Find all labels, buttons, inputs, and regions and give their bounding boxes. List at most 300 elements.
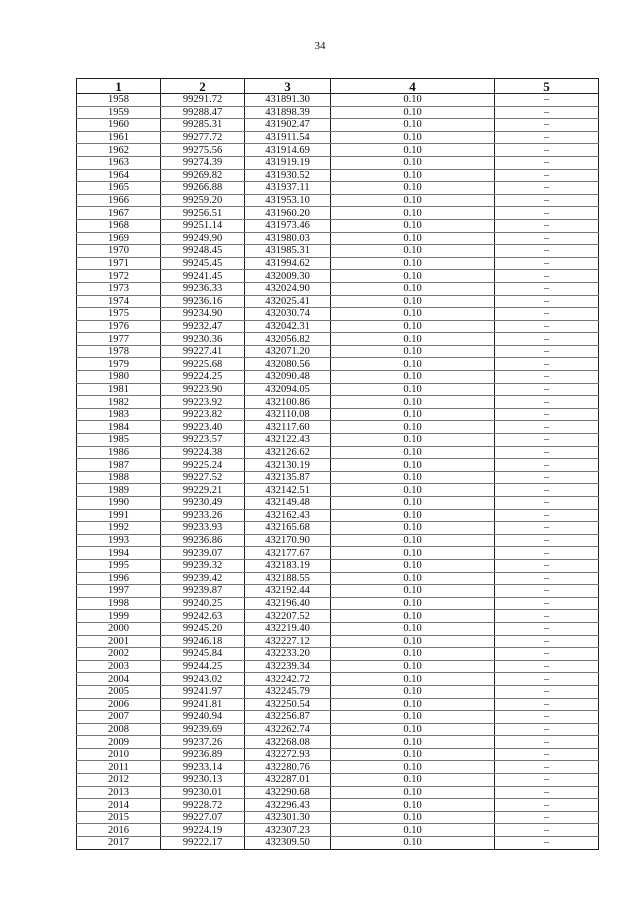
- point-number-cell: 1958: [77, 94, 161, 107]
- note-cell: –: [495, 169, 599, 182]
- y-coordinate-cell: 432287.01: [245, 774, 331, 787]
- table-row: [77, 497, 599, 510]
- table-row: [77, 371, 599, 384]
- table-row: [77, 698, 599, 711]
- table-row: [77, 522, 599, 535]
- x-coordinate-cell: 99275.56: [161, 144, 245, 157]
- note-cell: –: [495, 811, 599, 824]
- table-row: [77, 144, 599, 157]
- note-cell: –: [495, 156, 599, 169]
- table-row: [77, 345, 599, 358]
- x-coordinate-cell: 99246.18: [161, 635, 245, 648]
- x-coordinate-cell: 99249.90: [161, 232, 245, 245]
- accuracy-cell: 0.10: [331, 534, 495, 547]
- accuracy-cell: 0.10: [331, 635, 495, 648]
- point-number-cell: 1994: [77, 547, 161, 560]
- table-row: [77, 811, 599, 824]
- point-number-cell: 1971: [77, 257, 161, 270]
- coordinates-table: [76, 78, 599, 850]
- x-coordinate-cell: 99233.26: [161, 509, 245, 522]
- point-number-cell: 2001: [77, 635, 161, 648]
- column-header-2: 2: [161, 79, 245, 94]
- x-coordinate-cell: 99239.42: [161, 572, 245, 585]
- table-row: [77, 131, 599, 144]
- note-cell: –: [495, 761, 599, 774]
- note-cell: –: [495, 723, 599, 736]
- point-number-cell: 1963: [77, 156, 161, 169]
- table-row: [77, 257, 599, 270]
- y-coordinate-cell: 432301.30: [245, 811, 331, 824]
- table-row: [77, 434, 599, 447]
- x-coordinate-cell: 99236.86: [161, 534, 245, 547]
- point-number-cell: 2009: [77, 736, 161, 749]
- table-row: [77, 748, 599, 761]
- note-cell: –: [495, 396, 599, 409]
- point-number-cell: 1996: [77, 572, 161, 585]
- accuracy-cell: 0.10: [331, 308, 495, 321]
- table-row: [77, 660, 599, 673]
- accuracy-cell: 0.10: [331, 94, 495, 107]
- x-coordinate-cell: 99223.57: [161, 434, 245, 447]
- x-coordinate-cell: 99244.25: [161, 660, 245, 673]
- x-coordinate-cell: 99236.16: [161, 295, 245, 308]
- point-number-cell: 2015: [77, 811, 161, 824]
- table-row: [77, 396, 599, 409]
- x-coordinate-cell: 99225.24: [161, 459, 245, 472]
- accuracy-cell: 0.10: [331, 648, 495, 661]
- table-row: [77, 761, 599, 774]
- table-row: [77, 799, 599, 812]
- accuracy-cell: 0.10: [331, 824, 495, 837]
- table-row: [77, 119, 599, 132]
- point-number-cell: 1973: [77, 282, 161, 295]
- y-coordinate-cell: 432177.67: [245, 547, 331, 560]
- point-number-cell: 2005: [77, 685, 161, 698]
- table-row: [77, 648, 599, 661]
- x-coordinate-cell: 99223.40: [161, 421, 245, 434]
- accuracy-cell: 0.10: [331, 786, 495, 799]
- y-coordinate-cell: 431930.52: [245, 169, 331, 182]
- x-coordinate-cell: 99285.31: [161, 119, 245, 132]
- x-coordinate-cell: 99223.92: [161, 396, 245, 409]
- table-row: [77, 484, 599, 497]
- point-number-cell: 1989: [77, 484, 161, 497]
- y-coordinate-cell: 432170.90: [245, 534, 331, 547]
- y-coordinate-cell: 432142.51: [245, 484, 331, 497]
- table-row: [77, 383, 599, 396]
- note-cell: –: [495, 270, 599, 283]
- point-number-cell: 1968: [77, 219, 161, 232]
- accuracy-cell: 0.10: [331, 597, 495, 610]
- table-row: [77, 270, 599, 283]
- x-coordinate-cell: 99230.13: [161, 774, 245, 787]
- y-coordinate-cell: 431973.46: [245, 219, 331, 232]
- table-row: [77, 194, 599, 207]
- y-coordinate-cell: 431911.54: [245, 131, 331, 144]
- x-coordinate-cell: 99251.14: [161, 219, 245, 232]
- y-coordinate-cell: 432256.87: [245, 711, 331, 724]
- y-coordinate-cell: 432272.93: [245, 748, 331, 761]
- y-coordinate-cell: 431985.31: [245, 245, 331, 258]
- accuracy-cell: 0.10: [331, 622, 495, 635]
- x-coordinate-cell: 99236.33: [161, 282, 245, 295]
- note-cell: –: [495, 736, 599, 749]
- x-coordinate-cell: 99234.90: [161, 308, 245, 321]
- note-cell: –: [495, 182, 599, 195]
- y-coordinate-cell: 432239.34: [245, 660, 331, 673]
- y-coordinate-cell: 432130.19: [245, 459, 331, 472]
- x-coordinate-cell: 99269.82: [161, 169, 245, 182]
- x-coordinate-cell: 99274.39: [161, 156, 245, 169]
- point-number-cell: 2010: [77, 748, 161, 761]
- y-coordinate-cell: 432309.50: [245, 837, 331, 850]
- note-cell: –: [495, 383, 599, 396]
- y-coordinate-cell: 432183.19: [245, 559, 331, 572]
- x-coordinate-cell: 99241.97: [161, 685, 245, 698]
- note-cell: –: [495, 559, 599, 572]
- point-number-cell: 1975: [77, 308, 161, 321]
- accuracy-cell: 0.10: [331, 446, 495, 459]
- table-row: [77, 559, 599, 572]
- table-row: [77, 282, 599, 295]
- accuracy-cell: 0.10: [331, 131, 495, 144]
- accuracy-cell: 0.10: [331, 459, 495, 472]
- x-coordinate-cell: 99239.87: [161, 585, 245, 598]
- note-cell: –: [495, 194, 599, 207]
- x-coordinate-cell: 99277.72: [161, 131, 245, 144]
- note-cell: –: [495, 648, 599, 661]
- point-number-cell: 2007: [77, 711, 161, 724]
- note-cell: –: [495, 497, 599, 510]
- accuracy-cell: 0.10: [331, 282, 495, 295]
- note-cell: –: [495, 673, 599, 686]
- y-coordinate-cell: 431994.62: [245, 257, 331, 270]
- accuracy-cell: 0.10: [331, 497, 495, 510]
- table-row: [77, 169, 599, 182]
- table-row: [77, 459, 599, 472]
- y-coordinate-cell: 432009.30: [245, 270, 331, 283]
- accuracy-cell: 0.10: [331, 169, 495, 182]
- point-number-cell: 1965: [77, 182, 161, 195]
- x-coordinate-cell: 99225.68: [161, 358, 245, 371]
- accuracy-cell: 0.10: [331, 333, 495, 346]
- x-coordinate-cell: 99241.45: [161, 270, 245, 283]
- accuracy-cell: 0.10: [331, 673, 495, 686]
- table-row: [77, 308, 599, 321]
- table-row: [77, 572, 599, 585]
- y-coordinate-cell: 432024.90: [245, 282, 331, 295]
- x-coordinate-cell: 99240.25: [161, 597, 245, 610]
- table-row: [77, 245, 599, 258]
- y-coordinate-cell: 432233.20: [245, 648, 331, 661]
- table-row: [77, 837, 599, 850]
- y-coordinate-cell: 432196.40: [245, 597, 331, 610]
- x-coordinate-cell: 99266.88: [161, 182, 245, 195]
- point-number-cell: 2014: [77, 799, 161, 812]
- x-coordinate-cell: 99227.52: [161, 471, 245, 484]
- point-number-cell: 1999: [77, 610, 161, 623]
- point-number-cell: 1977: [77, 333, 161, 346]
- point-number-cell: 1978: [77, 345, 161, 358]
- note-cell: –: [495, 295, 599, 308]
- y-coordinate-cell: 431960.20: [245, 207, 331, 220]
- accuracy-cell: 0.10: [331, 572, 495, 585]
- note-cell: –: [495, 585, 599, 598]
- y-coordinate-cell: 432090.48: [245, 371, 331, 384]
- y-coordinate-cell: 432042.31: [245, 320, 331, 333]
- table-row: [77, 358, 599, 371]
- table-row: [77, 106, 599, 119]
- y-coordinate-cell: 431914.69: [245, 144, 331, 157]
- y-coordinate-cell: 431891.30: [245, 94, 331, 107]
- note-cell: –: [495, 320, 599, 333]
- y-coordinate-cell: 432071.20: [245, 345, 331, 358]
- x-coordinate-cell: 99245.84: [161, 648, 245, 661]
- note-cell: –: [495, 106, 599, 119]
- note-cell: –: [495, 94, 599, 107]
- x-coordinate-cell: 99259.20: [161, 194, 245, 207]
- point-number-cell: 2004: [77, 673, 161, 686]
- note-cell: –: [495, 622, 599, 635]
- point-number-cell: 1959: [77, 106, 161, 119]
- x-coordinate-cell: 99233.14: [161, 761, 245, 774]
- note-cell: –: [495, 786, 599, 799]
- accuracy-cell: 0.10: [331, 610, 495, 623]
- accuracy-cell: 0.10: [331, 270, 495, 283]
- y-coordinate-cell: 431919.19: [245, 156, 331, 169]
- point-number-cell: 1984: [77, 421, 161, 434]
- note-cell: –: [495, 358, 599, 371]
- note-cell: –: [495, 660, 599, 673]
- point-number-cell: 2011: [77, 761, 161, 774]
- point-number-cell: 1993: [77, 534, 161, 547]
- point-number-cell: 1974: [77, 295, 161, 308]
- note-cell: –: [495, 257, 599, 270]
- y-coordinate-cell: 432056.82: [245, 333, 331, 346]
- note-cell: –: [495, 509, 599, 522]
- point-number-cell: 1997: [77, 585, 161, 598]
- point-number-cell: 1980: [77, 371, 161, 384]
- table-row: [77, 673, 599, 686]
- accuracy-cell: 0.10: [331, 106, 495, 119]
- y-coordinate-cell: 432307.23: [245, 824, 331, 837]
- accuracy-cell: 0.10: [331, 509, 495, 522]
- accuracy-cell: 0.10: [331, 320, 495, 333]
- column-header-3: 3: [245, 79, 331, 94]
- x-coordinate-cell: 99245.45: [161, 257, 245, 270]
- point-number-cell: 1982: [77, 396, 161, 409]
- y-coordinate-cell: 432262.74: [245, 723, 331, 736]
- note-cell: –: [495, 232, 599, 245]
- y-coordinate-cell: 432094.05: [245, 383, 331, 396]
- note-cell: –: [495, 371, 599, 384]
- x-coordinate-cell: 99256.51: [161, 207, 245, 220]
- y-coordinate-cell: 432227.12: [245, 635, 331, 648]
- x-coordinate-cell: 99224.25: [161, 371, 245, 384]
- point-number-cell: 2008: [77, 723, 161, 736]
- x-coordinate-cell: 99230.01: [161, 786, 245, 799]
- note-cell: –: [495, 131, 599, 144]
- y-coordinate-cell: 432296.43: [245, 799, 331, 812]
- table-row: [77, 622, 599, 635]
- table-row: [77, 408, 599, 421]
- x-coordinate-cell: 99239.07: [161, 547, 245, 560]
- table-body: [77, 94, 599, 850]
- point-number-cell: 1981: [77, 383, 161, 396]
- y-coordinate-cell: 432122.43: [245, 434, 331, 447]
- x-coordinate-cell: 99228.72: [161, 799, 245, 812]
- x-coordinate-cell: 99223.90: [161, 383, 245, 396]
- note-cell: –: [495, 774, 599, 787]
- accuracy-cell: 0.10: [331, 245, 495, 258]
- accuracy-cell: 0.10: [331, 232, 495, 245]
- point-number-cell: 1961: [77, 131, 161, 144]
- point-number-cell: 2006: [77, 698, 161, 711]
- accuracy-cell: 0.10: [331, 685, 495, 698]
- x-coordinate-cell: 99237.26: [161, 736, 245, 749]
- table-row: [77, 711, 599, 724]
- point-number-cell: 1995: [77, 559, 161, 572]
- x-coordinate-cell: 99236.89: [161, 748, 245, 761]
- y-coordinate-cell: 432290.68: [245, 786, 331, 799]
- accuracy-cell: 0.10: [331, 522, 495, 535]
- y-coordinate-cell: 432268.08: [245, 736, 331, 749]
- table-row: [77, 774, 599, 787]
- accuracy-cell: 0.10: [331, 698, 495, 711]
- note-cell: –: [495, 484, 599, 497]
- accuracy-cell: 0.10: [331, 421, 495, 434]
- point-number-cell: 1985: [77, 434, 161, 447]
- x-coordinate-cell: 99291.72: [161, 94, 245, 107]
- point-number-cell: 1979: [77, 358, 161, 371]
- note-cell: –: [495, 333, 599, 346]
- accuracy-cell: 0.10: [331, 559, 495, 572]
- y-coordinate-cell: 432245.79: [245, 685, 331, 698]
- accuracy-cell: 0.10: [331, 345, 495, 358]
- point-number-cell: 1992: [77, 522, 161, 535]
- note-cell: –: [495, 144, 599, 157]
- x-coordinate-cell: 99227.07: [161, 811, 245, 824]
- point-number-cell: 2013: [77, 786, 161, 799]
- table-row: [77, 610, 599, 623]
- point-number-cell: 1960: [77, 119, 161, 132]
- x-coordinate-cell: 99239.32: [161, 559, 245, 572]
- table-row: [77, 94, 599, 107]
- note-cell: –: [495, 471, 599, 484]
- note-cell: –: [495, 408, 599, 421]
- table-row: [77, 685, 599, 698]
- point-number-cell: 1976: [77, 320, 161, 333]
- x-coordinate-cell: 99248.45: [161, 245, 245, 258]
- note-cell: –: [495, 219, 599, 232]
- table-row: [77, 333, 599, 346]
- table-header-row: [77, 79, 599, 94]
- accuracy-cell: 0.10: [331, 408, 495, 421]
- table-row: [77, 207, 599, 220]
- table-row: [77, 597, 599, 610]
- note-cell: –: [495, 597, 599, 610]
- accuracy-cell: 0.10: [331, 660, 495, 673]
- accuracy-cell: 0.10: [331, 295, 495, 308]
- note-cell: –: [495, 308, 599, 321]
- note-cell: –: [495, 837, 599, 850]
- accuracy-cell: 0.10: [331, 547, 495, 560]
- accuracy-cell: 0.10: [331, 484, 495, 497]
- table-row: [77, 232, 599, 245]
- x-coordinate-cell: 99230.49: [161, 497, 245, 510]
- note-cell: –: [495, 698, 599, 711]
- note-cell: –: [495, 446, 599, 459]
- point-number-cell: 1969: [77, 232, 161, 245]
- note-cell: –: [495, 345, 599, 358]
- table-row: [77, 446, 599, 459]
- note-cell: –: [495, 459, 599, 472]
- point-number-cell: 2002: [77, 648, 161, 661]
- point-number-cell: 1966: [77, 194, 161, 207]
- x-coordinate-cell: 99233.93: [161, 522, 245, 535]
- accuracy-cell: 0.10: [331, 736, 495, 749]
- note-cell: –: [495, 534, 599, 547]
- accuracy-cell: 0.10: [331, 811, 495, 824]
- accuracy-cell: 0.10: [331, 434, 495, 447]
- accuracy-cell: 0.10: [331, 119, 495, 132]
- x-coordinate-cell: 99245.20: [161, 622, 245, 635]
- accuracy-cell: 0.10: [331, 194, 495, 207]
- y-coordinate-cell: 432188.55: [245, 572, 331, 585]
- note-cell: –: [495, 685, 599, 698]
- table-row: [77, 421, 599, 434]
- y-coordinate-cell: 432110.08: [245, 408, 331, 421]
- table-row: [77, 295, 599, 308]
- point-number-cell: 1986: [77, 446, 161, 459]
- table-row: [77, 219, 599, 232]
- table-row: [77, 471, 599, 484]
- x-coordinate-cell: 99239.69: [161, 723, 245, 736]
- y-coordinate-cell: 432126.62: [245, 446, 331, 459]
- point-number-cell: 1962: [77, 144, 161, 157]
- point-number-cell: 1983: [77, 408, 161, 421]
- y-coordinate-cell: 432030.74: [245, 308, 331, 321]
- y-coordinate-cell: 431902.47: [245, 119, 331, 132]
- x-coordinate-cell: 99224.19: [161, 824, 245, 837]
- y-coordinate-cell: 431937.11: [245, 182, 331, 195]
- y-coordinate-cell: 432100.86: [245, 396, 331, 409]
- x-coordinate-cell: 99241.81: [161, 698, 245, 711]
- note-cell: –: [495, 522, 599, 535]
- accuracy-cell: 0.10: [331, 144, 495, 157]
- x-coordinate-cell: 99223.82: [161, 408, 245, 421]
- page-number: 34: [314, 40, 326, 52]
- point-number-cell: 1987: [77, 459, 161, 472]
- point-number-cell: 2016: [77, 824, 161, 837]
- accuracy-cell: 0.10: [331, 799, 495, 812]
- x-coordinate-cell: 99240.94: [161, 711, 245, 724]
- accuracy-cell: 0.10: [331, 219, 495, 232]
- x-coordinate-cell: 99230.36: [161, 333, 245, 346]
- x-coordinate-cell: 99224.38: [161, 446, 245, 459]
- column-header-1: 1: [77, 79, 161, 94]
- accuracy-cell: 0.10: [331, 383, 495, 396]
- accuracy-cell: 0.10: [331, 748, 495, 761]
- y-coordinate-cell: 432025.41: [245, 295, 331, 308]
- point-number-cell: 2000: [77, 622, 161, 635]
- y-coordinate-cell: 431898.39: [245, 106, 331, 119]
- x-coordinate-cell: 99243.02: [161, 673, 245, 686]
- note-cell: –: [495, 711, 599, 724]
- table-row: [77, 723, 599, 736]
- table-row: [77, 736, 599, 749]
- x-coordinate-cell: 99232.47: [161, 320, 245, 333]
